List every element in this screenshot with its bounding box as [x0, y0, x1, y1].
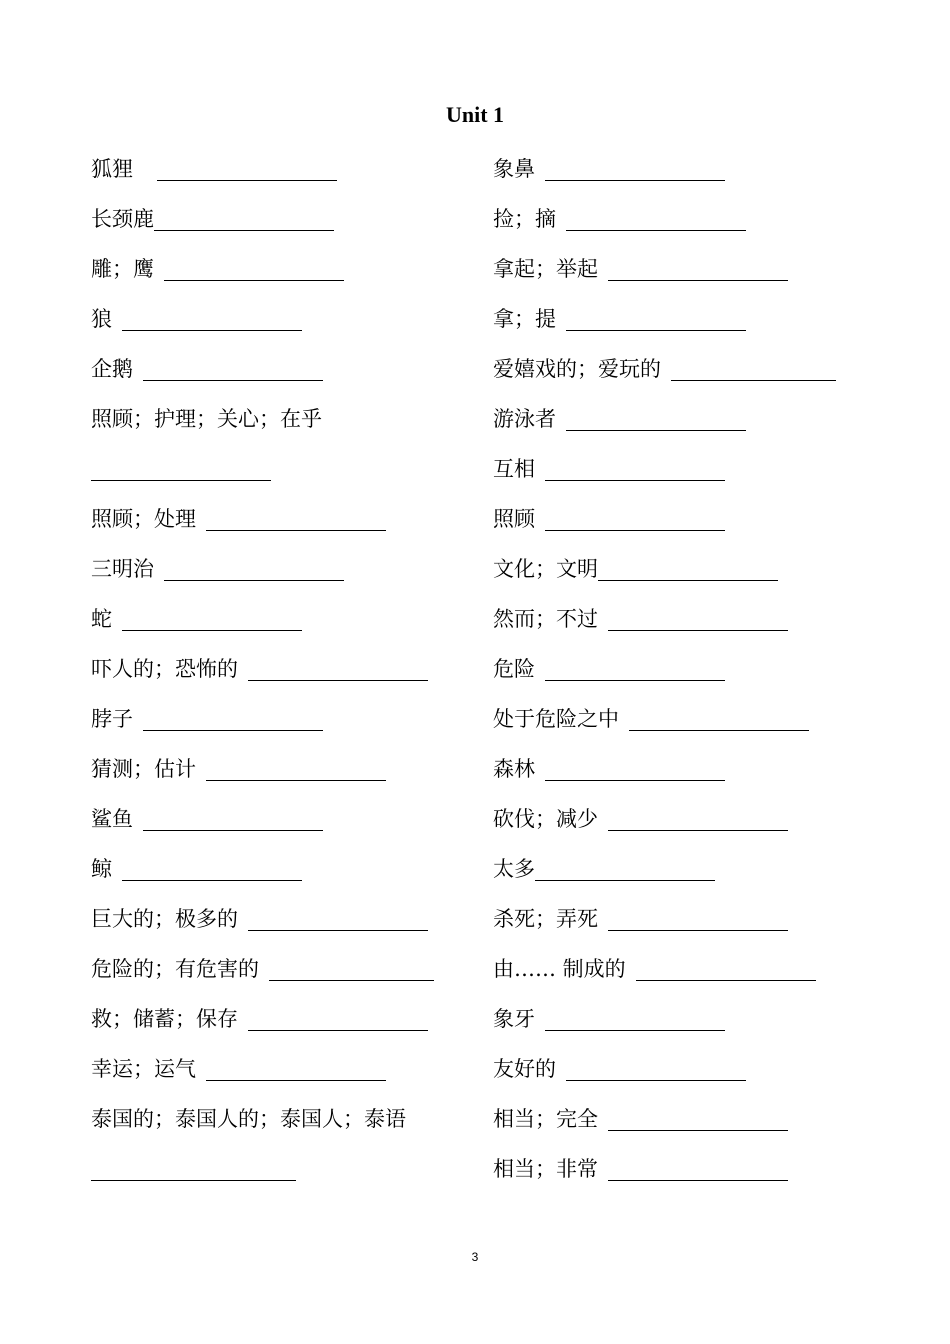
answer-blank[interactable]: [122, 600, 302, 631]
answer-blank[interactable]: [608, 250, 788, 281]
left-column: [91, 150, 471, 1200]
answer-blank[interactable]: [629, 700, 809, 731]
answer-blank[interactable]: [636, 950, 816, 981]
vocab-item: [493, 1050, 873, 1100]
vocab-item: [91, 400, 471, 450]
answer-blank[interactable]: [164, 550, 344, 581]
answer-blank[interactable]: [157, 150, 337, 181]
vocab-item: [91, 750, 471, 800]
vocab-prompt: 照顾；处理: [91, 507, 196, 531]
vocab-item: [493, 750, 873, 800]
answer-blank[interactable]: [143, 700, 323, 731]
vocab-prompt: 鲸: [91, 857, 112, 881]
vocab-item: [493, 500, 873, 550]
vocab-item: [91, 1100, 471, 1150]
vocab-prompt: 由…… 制成的: [493, 957, 626, 981]
vocab-item: [493, 200, 873, 250]
vocab-prompt: 友好的: [493, 1057, 556, 1081]
vocab-item: [91, 550, 471, 600]
vocab-item: [493, 400, 873, 450]
vocab-item: [91, 950, 471, 1000]
vocab-item: [493, 450, 873, 500]
answer-blank[interactable]: [566, 300, 746, 331]
answer-blank[interactable]: [545, 150, 725, 181]
vocab-prompt: 狐狸: [91, 157, 133, 181]
answer-blank[interactable]: [143, 350, 323, 381]
answer-blank[interactable]: [154, 200, 334, 231]
vocab-prompt: 拿；提: [493, 307, 556, 331]
answer-blank[interactable]: [545, 650, 725, 681]
vocab-prompt: 三明治: [91, 557, 154, 581]
vocab-prompt: 游泳者: [493, 407, 556, 431]
answer-blank[interactable]: [608, 600, 788, 631]
vocab-item: [91, 850, 471, 900]
answer-blank[interactable]: [608, 800, 788, 831]
answer-blank[interactable]: [91, 450, 271, 481]
vocab-prompt: 救；储蓄；保存: [91, 1007, 238, 1031]
vocab-prompt: 蛇: [91, 607, 112, 631]
vocab-prompt: 文化；文明: [493, 557, 598, 581]
vocab-prompt: 杀死；弄死: [493, 907, 598, 931]
vocab-item: [91, 1000, 471, 1050]
answer-blank[interactable]: [535, 850, 715, 881]
page-title: Unit 1: [445, 102, 505, 127]
vocab-item-continuation: [91, 1150, 471, 1200]
vocab-prompt: 然而；不过: [493, 607, 598, 631]
answer-blank[interactable]: [545, 450, 725, 481]
vocab-item: [493, 150, 873, 200]
answer-blank[interactable]: [91, 1150, 296, 1181]
answer-blank[interactable]: [143, 800, 323, 831]
vocab-prompt: 砍伐；减少: [493, 807, 598, 831]
vocab-item: [493, 1100, 873, 1150]
vocab-prompt: 互相: [493, 457, 535, 481]
answer-blank[interactable]: [566, 200, 746, 231]
answer-blank[interactable]: [545, 750, 725, 781]
answer-blank[interactable]: [248, 1000, 428, 1031]
answer-blank[interactable]: [671, 350, 836, 381]
answer-blank[interactable]: [122, 850, 302, 881]
vocab-item: [91, 300, 471, 350]
vocab-prompt: 脖子: [91, 707, 133, 731]
answer-blank[interactable]: [608, 1150, 788, 1181]
vocab-prompt: 危险: [493, 657, 535, 681]
answer-blank[interactable]: [608, 900, 788, 931]
vocab-item: [91, 350, 471, 400]
vocab-prompt: 狼: [91, 307, 112, 331]
vocab-item: [493, 350, 873, 400]
vocab-prompt: 相当；非常: [493, 1157, 598, 1181]
vocab-prompt: 捡；摘: [493, 207, 556, 231]
answer-blank[interactable]: [248, 900, 428, 931]
vocab-prompt: 泰国的；泰国人的；泰国人；泰语: [91, 1107, 406, 1131]
vocab-prompt: 象鼻: [493, 157, 535, 181]
answer-blank[interactable]: [206, 1050, 386, 1081]
vocab-prompt: 长颈鹿: [91, 207, 154, 231]
vocab-prompt: 处于危险之中: [493, 707, 619, 731]
vocab-item: [91, 900, 471, 950]
vocab-item: [493, 650, 873, 700]
vocab-item: [493, 600, 873, 650]
answer-blank[interactable]: [164, 250, 344, 281]
answer-blank[interactable]: [545, 500, 725, 531]
vocab-item: [493, 700, 873, 750]
vocab-item: [493, 300, 873, 350]
vocab-prompt: 巨大的；极多的: [91, 907, 238, 931]
vocab-prompt: 森林: [493, 757, 535, 781]
vocab-item: [91, 200, 471, 250]
answer-blank[interactable]: [206, 750, 386, 781]
vocab-item: [91, 1050, 471, 1100]
right-column: [493, 150, 873, 1200]
page-number: 3: [471, 1250, 479, 1264]
vocab-item: [91, 250, 471, 300]
vocab-prompt: 雕；鹰: [91, 257, 154, 281]
vocab-prompt: 爱嬉戏的；爱玩的: [493, 357, 661, 381]
vocab-item: [493, 1150, 873, 1200]
vocab-item: [91, 650, 471, 700]
vocab-item: [91, 700, 471, 750]
vocab-prompt: 象牙: [493, 1007, 535, 1031]
vocab-prompt: 拿起；举起: [493, 257, 598, 281]
vocab-item: [493, 250, 873, 300]
vocab-item: [493, 900, 873, 950]
vocab-prompt: 相当；完全: [493, 1107, 598, 1131]
vocab-prompt: 吓人的；恐怖的: [91, 657, 238, 681]
vocab-prompt: 危险的；有危害的: [91, 957, 259, 981]
vocab-prompt: 企鹅: [91, 357, 133, 381]
answer-blank[interactable]: [122, 300, 302, 331]
answer-blank[interactable]: [598, 550, 778, 581]
vocab-prompt: 猜测；估计: [91, 757, 196, 781]
answer-blank[interactable]: [566, 1050, 746, 1081]
vocab-item-continuation: [91, 450, 471, 500]
vocab-item: [91, 800, 471, 850]
vocab-item: [91, 600, 471, 650]
vocab-item: [493, 800, 873, 850]
vocab-prompt: 幸运；运气: [91, 1057, 196, 1081]
answer-blank[interactable]: [566, 400, 746, 431]
answer-blank[interactable]: [248, 650, 428, 681]
vocab-prompt: 照顾: [493, 507, 535, 531]
vocab-item: [493, 1000, 873, 1050]
vocab-item: [493, 950, 873, 1000]
answer-blank[interactable]: [545, 1000, 725, 1031]
vocab-item: [493, 550, 873, 600]
vocab-item: [493, 850, 873, 900]
vocab-prompt: 照顾；护理；关心；在乎: [91, 407, 322, 431]
vocab-prompt: 鲨鱼: [91, 807, 133, 831]
answer-blank[interactable]: [206, 500, 386, 531]
vocab-prompt: 太多: [493, 857, 535, 881]
answer-blank[interactable]: [269, 950, 434, 981]
answer-blank[interactable]: [608, 1100, 788, 1131]
vocab-item: [91, 150, 471, 200]
vocab-item: [91, 500, 471, 550]
